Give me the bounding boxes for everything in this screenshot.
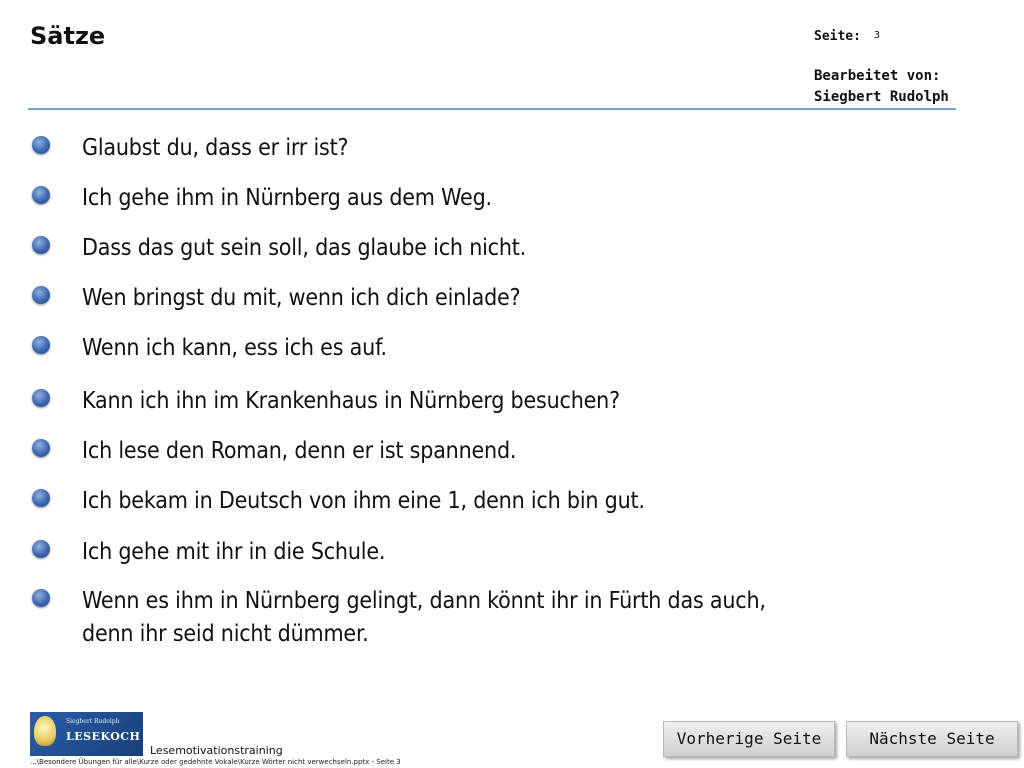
logo-author: Siegbert Rudolph <box>66 718 120 725</box>
sentence-text-continued: denn ihr seid nicht dümmer. <box>82 621 369 647</box>
bullet-icon <box>32 489 50 507</box>
page-number: 3 <box>874 30 881 41</box>
sentence-text: Wen bringst du mit, wenn ich dich einlade? <box>82 285 521 311</box>
header-divider <box>28 108 956 110</box>
previous-page-button[interactable]: Vorherige Seite <box>663 721 835 757</box>
page-label: Seite: <box>814 29 861 44</box>
author-block <box>814 66 949 108</box>
author-name: Siegbert Rudolph <box>814 89 949 105</box>
page-title: Sätze <box>30 22 106 50</box>
bullet-icon <box>32 540 50 558</box>
bullet-icon <box>32 186 50 204</box>
sentence-text: Kann ich ihn im Krankenhaus in Nürnberg besuchen? <box>82 388 620 414</box>
file-path: ...\Besondere Übungen für alle\Kurze oder gedehnte Vokale\Kurze Wörter nicht verwechseln.pptx - Seite 3 <box>30 758 401 766</box>
bullet-icon <box>32 336 50 354</box>
sentence-text: Ich bekam in Deutsch von ihm eine 1, denn ich bin gut. <box>82 488 645 514</box>
leseskoch-logo <box>30 712 143 756</box>
edited-by-label: Bearbeitet von: <box>814 68 941 84</box>
sentence-text: Ich gehe mit ihr in die Schule. <box>82 539 386 565</box>
bullet-icon <box>32 589 50 607</box>
lightbulb-icon <box>34 716 56 746</box>
sentence-text: Ich lese den Roman, denn er ist spannend. <box>82 438 517 464</box>
bullet-icon <box>32 286 50 304</box>
sentence-text: Wenn es ihm in Nürnberg gelingt, dann könnt ihr in Fürth das auch, <box>82 588 766 614</box>
bullet-icon <box>32 389 50 407</box>
bullet-icon <box>32 136 50 154</box>
next-page-button[interactable]: Nächste Seite <box>846 721 1018 757</box>
sentence-text: Dass das gut sein soll, das glaube ich nicht. <box>82 235 527 261</box>
sentence-text: Wenn ich kann, ess ich es auf. <box>82 335 387 361</box>
program-name: Lesemotivationstraining <box>150 744 283 757</box>
bullet-icon <box>32 236 50 254</box>
bullet-icon <box>32 439 50 457</box>
sentence-text: Glaubst du, dass er irr ist? <box>82 135 349 161</box>
logo-brand: LESEKOCH <box>66 730 141 743</box>
sentence-text: Ich gehe ihm in Nürnberg aus dem Weg. <box>82 185 492 211</box>
